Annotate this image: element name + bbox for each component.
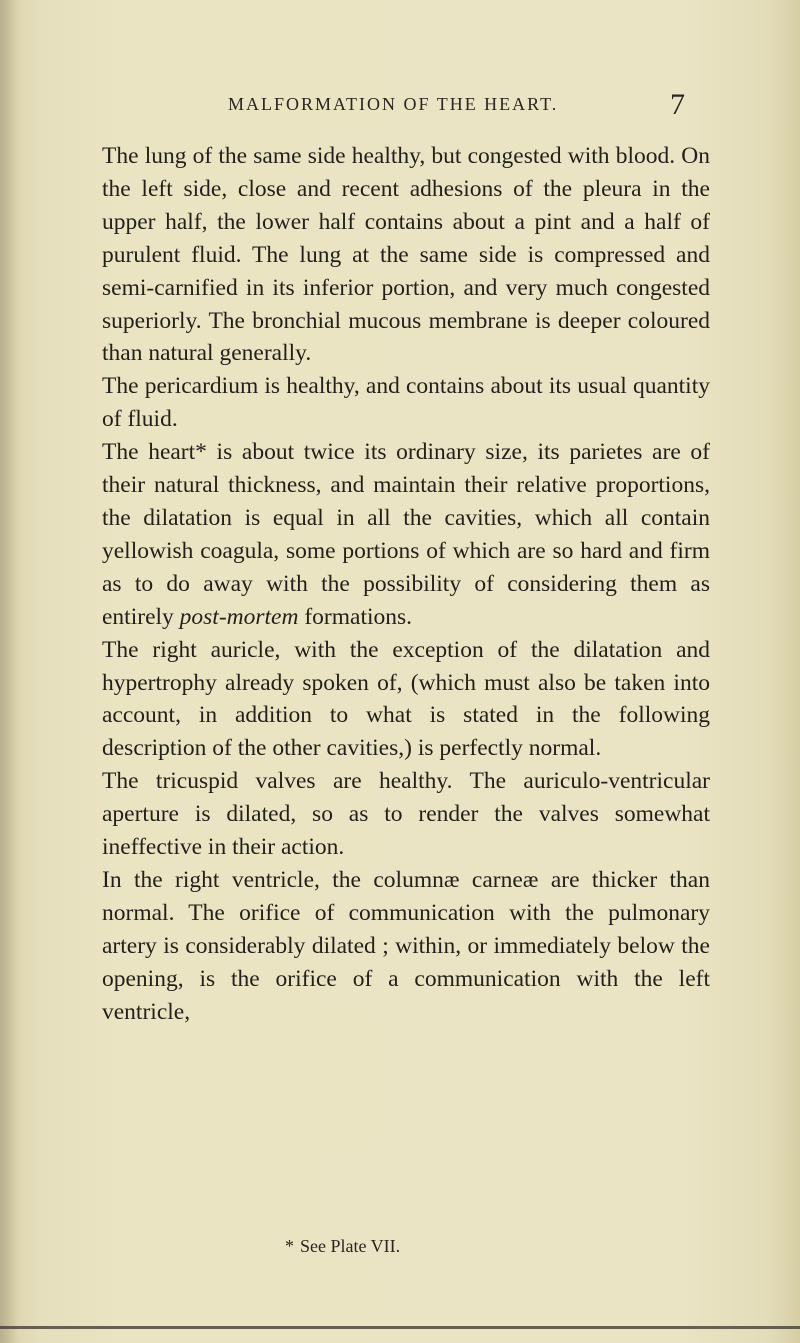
page-gutter-shadow [0, 0, 18, 1343]
paragraph-tricuspid: The tricuspid valves are healthy. The auriculo-ventricular aperture is dilated, so as to render the valves somewhat ineffective in their action. [102, 768, 710, 861]
running-head: MALFORMATION OF THE HEART. [228, 94, 559, 114]
paragraph-pericardium: The pericardium is healthy, and contains about its usual quantity of fluid. [102, 373, 710, 433]
paragraph-right-ventricle: In the right ventricle, the columnæ carneæ are thicker than normal. The orifice of communication with the pulmonary artery is considerably dilated ; within, or immediately below the opening, is the orifice of a communication with the left ventricle, [102, 866, 710, 1025]
footnote-mark: * [285, 1236, 294, 1256]
heart-text-start: The heart [102, 439, 196, 466]
paragraph-lung: The lung of the same side healthy, but congested with blood. On the left side, close and recent adhesions of the pleura in the upper half, the lower half contains about a pint and a half of purulent fluid. The lung at the same side is compressed and semi-carnified in its inferior portion, and very much congested superiorly. The bronchial mucous membrane is deeper coloured than natural generally. [102, 143, 710, 367]
paragraph-right-auricle: The right auricle, with the exception of the dilatation and hypertrophy already spoken of, (which must also be taken into account, in addition to what is stated in the following description of the other cavities,) is perfectly normal. [102, 636, 710, 762]
footnote-reference: * [195, 439, 207, 466]
page-header [100, 88, 710, 124]
body-text [102, 140, 710, 1028]
page-number: 7 [670, 88, 685, 121]
footnote [285, 1236, 400, 1257]
footnote-text: See Plate VII. [300, 1236, 401, 1256]
heart-text-italic: post-mortem [179, 603, 299, 630]
paragraph-heart [102, 436, 710, 633]
page-bottom-edge [0, 1326, 800, 1329]
heart-text-end: formations. [298, 603, 413, 630]
heart-text-middle: is about twice its ordinary size, its parietes are of their natural thickness, and maintain their relative proportions, the dilatation is equal in all the cavities, which all contain yellowish coagula, some portions of which are so hard and firm as to do away with the possibility of considering them as entirely [102, 439, 710, 630]
